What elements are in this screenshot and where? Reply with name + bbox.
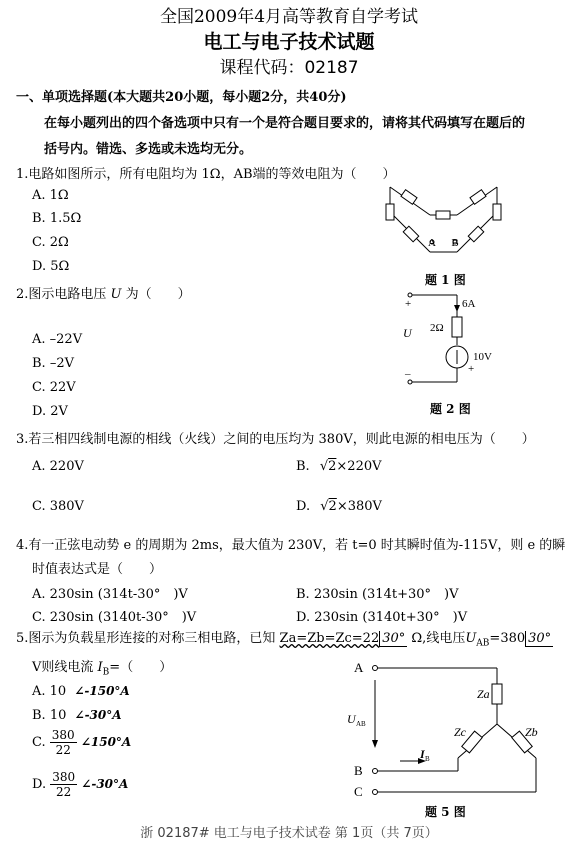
q2-fig-plus: + xyxy=(405,298,412,310)
q3-d-prefix: D. xyxy=(296,499,311,514)
q5-option-b xyxy=(32,708,122,723)
q3-option-b: B. √2×220V xyxy=(296,459,382,474)
q5-eq: =380 xyxy=(489,631,526,646)
section-title: 一、单项选择题(本大题共20小题，每小题2分，共40分) xyxy=(16,90,347,105)
q5-fig-uab-sub: AB xyxy=(356,720,366,728)
q5-uab-sub: AB xyxy=(476,638,490,649)
q2-fig-resistor: 2Ω xyxy=(430,322,444,334)
q2-fig-minus: – xyxy=(405,368,411,380)
q5-a-angle: ∠-150°A xyxy=(74,684,130,698)
q2-fig-voltage: 10V xyxy=(473,351,492,363)
q2-var-u: U xyxy=(110,287,122,302)
course-code: 课程代码：02187 xyxy=(219,58,359,78)
q5-fig-za: Za xyxy=(477,687,490,701)
q1-option-d: D. 5Ω xyxy=(32,259,70,274)
q1-figure-caption: 题 1 图 xyxy=(425,273,466,287)
q1-circuit-figure xyxy=(385,182,505,252)
q5-ib: I xyxy=(97,660,103,675)
section-instruction-1: 在每小题列出的四个备选项中只有一个是符合题目要求的，请将其代码填写在题后的 xyxy=(44,116,526,131)
q3-option-d: D. √2×380V xyxy=(296,499,382,514)
q2-option-b: B. –2V xyxy=(32,356,74,371)
q2-option-a: A. –22V xyxy=(32,332,83,347)
question-5-line2 xyxy=(32,656,172,678)
question-5-line1 xyxy=(16,627,553,649)
q5-b-prefix: B. 10 xyxy=(32,708,67,723)
q3-option-c: C. 380V xyxy=(32,499,84,514)
q1-fig-b-label: B xyxy=(451,237,459,249)
q2-fig-current: 6A xyxy=(462,298,476,310)
q5-c-denominator: 22 xyxy=(55,743,71,757)
q2-option-d: D. 2V xyxy=(32,404,68,419)
q1-option-a: A. 1Ω xyxy=(32,188,69,203)
q5-option-a xyxy=(32,684,130,699)
q5-c-numerator: 380 xyxy=(51,728,75,742)
q5-figure-caption: 题 5 图 xyxy=(425,805,466,819)
q5-angle-1: 30° xyxy=(379,631,407,647)
question-3: 3.若三相四线制电源的相线（火线）之间的电压均为 380V，则此电源的相电压为（ ） xyxy=(16,432,535,447)
exam-title: 电工与电子技术试题 xyxy=(203,31,375,53)
q1-option-c: C. 2Ω xyxy=(32,235,69,250)
question-1: 1.电路如图所示，所有电阻均为 1Ω，AB端的等效电阻为（ ） xyxy=(16,167,396,182)
section-instruction-2: 括号内。错选、多选或未选均无分。 xyxy=(44,142,253,157)
q2-option-c: C. 22V xyxy=(32,380,76,395)
exam-header: 全国2009年4月高等教育自学考试 xyxy=(159,7,419,27)
q5-d-angle: ∠-30°A xyxy=(81,777,129,791)
q5-line1-text: 5.图示为负载星形连接的对称三相电路，已知 xyxy=(16,631,276,646)
page-footer: 浙 02187# 电工与电子技术试卷 第 1页（共 7页） xyxy=(140,826,438,841)
q4-option-c: C. 230sin (3140t-30° )V xyxy=(32,610,197,625)
q2-tail: 为（ ） xyxy=(125,287,191,302)
q3-d-suffix: ×380V xyxy=(336,499,382,514)
question-4-line2: 时值表达式是（ ） xyxy=(32,562,163,577)
q4-option-a: A. 230sin (314t-30° )V xyxy=(32,587,188,602)
q5-fig-a: A xyxy=(354,660,364,675)
q5-impedance: Za=Zb=Zc=22 xyxy=(279,631,380,646)
q4-option-d: D. 230sin (3140t+30° )V xyxy=(296,610,468,625)
q3-b-prefix: B. xyxy=(296,459,310,474)
q5-d-prefix: D. xyxy=(32,777,47,792)
q1-option-b: B. 1.5Ω xyxy=(32,211,82,226)
q5-c-angle: ∠150°A xyxy=(80,735,132,749)
q5-angle-2: 30° xyxy=(525,631,553,647)
q5-fig-c: C xyxy=(354,784,363,799)
q5-d-denominator: 22 xyxy=(56,785,72,799)
q5-b-angle: ∠-30°A xyxy=(74,708,122,722)
q5-option-c xyxy=(32,728,131,757)
q3-option-a: A. 220V xyxy=(32,459,84,474)
q2-circuit-figure xyxy=(400,285,490,390)
q5-a-prefix: A. 10 xyxy=(32,684,67,699)
q4-option-b: B. 230sin (314t+30° )V xyxy=(296,587,459,602)
q3-b-suffix: ×220V xyxy=(336,459,382,474)
q5-mid: Ω,线电压 xyxy=(411,631,466,646)
q2-fig-vplus: + xyxy=(468,363,475,375)
q2-figure-caption: 题 2 图 xyxy=(430,402,471,416)
q5-option-d xyxy=(32,770,128,799)
q5-line2-tail: =（ ） xyxy=(109,660,173,675)
q5-line2-text: V则线电流 xyxy=(32,660,94,675)
q3-b-sqrt: 2 xyxy=(328,459,337,474)
question-2 xyxy=(16,283,191,302)
q3-d-sqrt: 2 xyxy=(328,499,337,514)
q5-uab: U xyxy=(465,631,477,646)
q5-fig-zb: Zb xyxy=(525,725,538,739)
q5-d-numerator: 380 xyxy=(52,770,76,784)
q5-c-prefix: C. xyxy=(32,735,46,750)
q5-circuit-figure xyxy=(340,658,555,800)
q5-fig-uab: U xyxy=(347,712,356,726)
q2-text: 2.图示电路电压 xyxy=(16,287,107,302)
question-4-line1: 4.有一正弦电动势 e 的周期为 2ms，最大值为 230V，若 t=0 时其瞬时值为-115V，则 e 的瞬 xyxy=(16,538,566,553)
q2-fig-u: U xyxy=(403,326,412,340)
q5-fig-ib-sub: B xyxy=(425,755,430,763)
q5-fig-ib: I xyxy=(420,747,425,761)
q1-fig-a-label: A xyxy=(428,237,436,249)
q5-fig-zc: Zc xyxy=(454,725,466,739)
q5-fig-b: B xyxy=(354,763,363,778)
q5-ib-sub: B xyxy=(102,667,110,678)
